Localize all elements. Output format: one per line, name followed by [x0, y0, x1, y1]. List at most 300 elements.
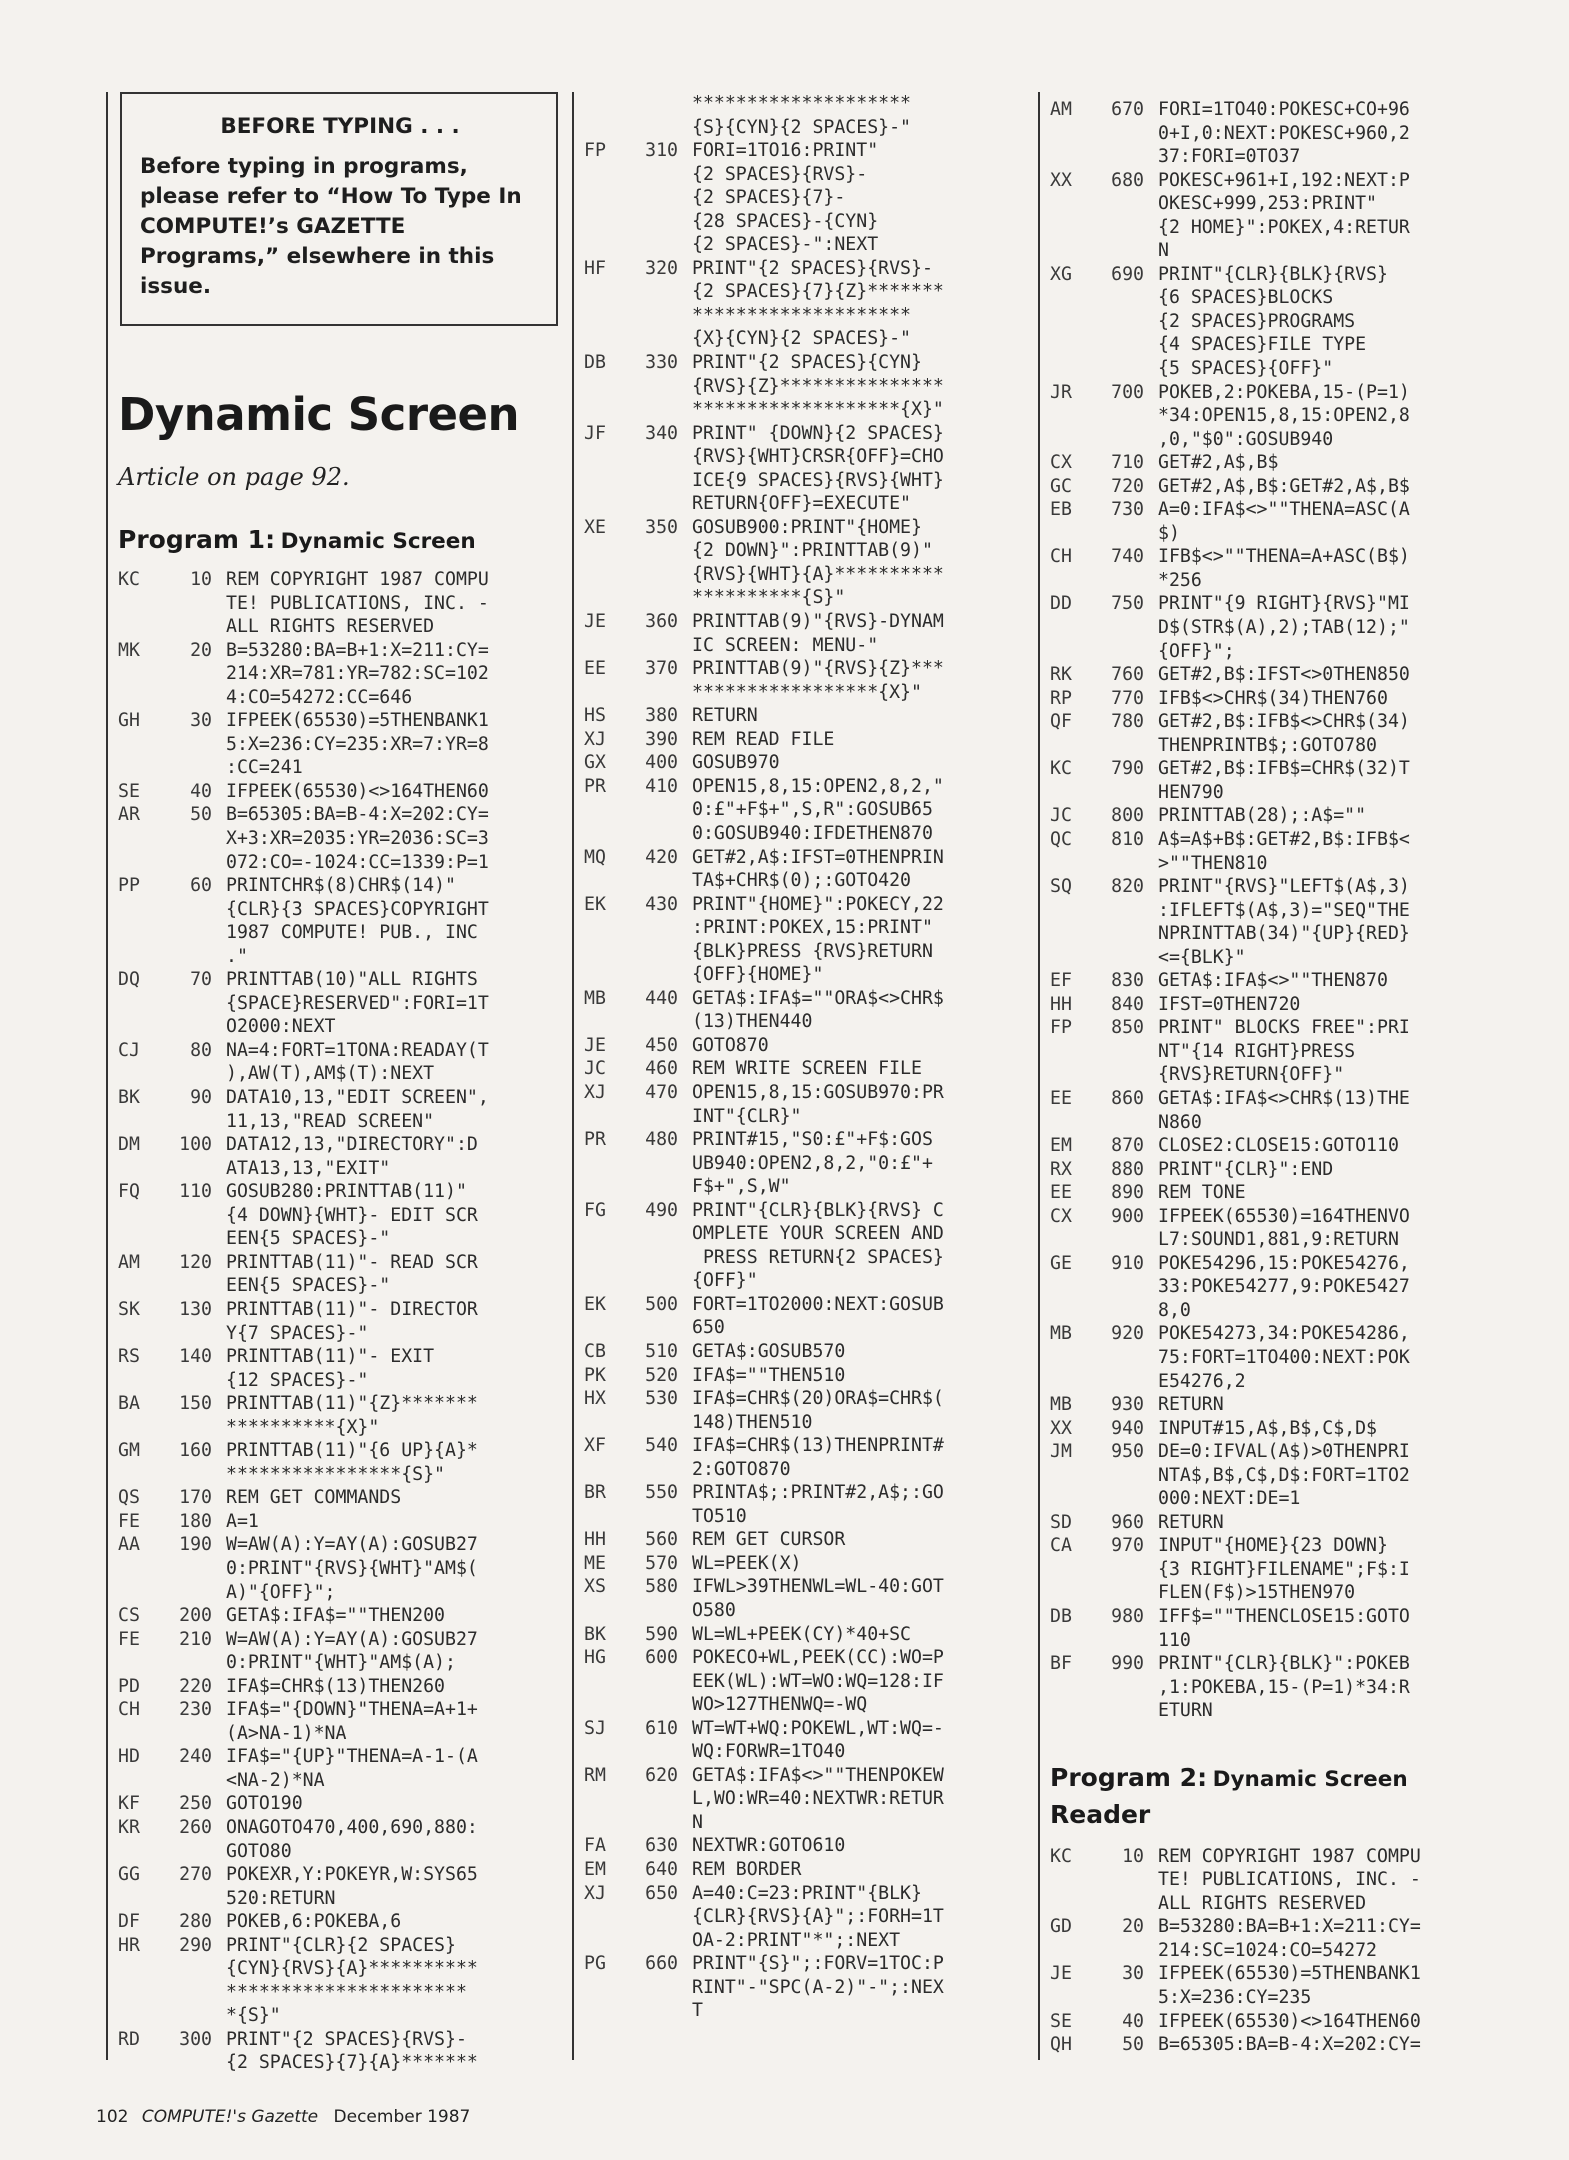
code-continuation: {2 DOWN}":PRINTTAB(9)" — [692, 540, 933, 562]
checksum: JE — [1050, 1963, 1072, 1985]
code-continuation: 0+I,0:NEXT:POKESC+960,2 — [1158, 122, 1410, 144]
code-line — [584, 1364, 1014, 1388]
column-3 — [1050, 98, 1480, 2057]
code-continuation: ALL RIGHTS RESERVED — [1158, 1892, 1367, 1914]
code-continuation: NTA$,B$,C$,D$:FORT=1TO2 — [1158, 1464, 1410, 1486]
line-number: 610 — [645, 1717, 678, 1739]
code-text: GETA$:GOSUB570 — [692, 1340, 846, 1362]
code-text: PRINT"{S}";:FORV=1TOC:P — [692, 1953, 944, 1975]
code-text: REM READ FILE — [692, 728, 835, 750]
code-text: INPUT"{HOME}{23 DOWN} — [1158, 1535, 1388, 1557]
code-text: A=0:IFA$<>""THENA=ASC(A — [1158, 499, 1410, 521]
line-number: 820 — [1111, 876, 1144, 898]
checksum: JC — [1050, 805, 1072, 827]
checksum: EE — [1050, 1087, 1072, 1109]
code-line — [1050, 1087, 1480, 1111]
checksum: BK — [584, 1623, 606, 1645]
page-number: 102 — [96, 2107, 129, 2127]
line-number: 220 — [179, 1675, 212, 1697]
line-number: 260 — [179, 1816, 212, 1838]
code-line — [1050, 969, 1480, 993]
checksum: HF — [584, 257, 606, 279]
checksum: JE — [584, 1034, 606, 1056]
line-number: 300 — [179, 2028, 212, 2050]
checksum: FE — [118, 1628, 140, 1650]
code-continuation: 8,0 — [1158, 1299, 1191, 1321]
checksum: SK — [118, 1298, 140, 1320]
code-continuation: {RVS}{WHT}CRSR{OFF}=CHO — [692, 446, 944, 468]
code-continuation: {2 SPACES}{7}- — [692, 187, 846, 209]
line-number: 930 — [1111, 1394, 1144, 1416]
code-text: RETURN — [1158, 1394, 1224, 1416]
line-number: 570 — [645, 1552, 678, 1574]
code-line — [584, 1340, 1014, 1364]
code-text: WL=WL+PEEK(CY)*40+SC — [692, 1623, 911, 1645]
checksum: EE — [584, 658, 606, 680]
code-text: GET#2,A$,B$:GET#2,A$,B$ — [1158, 475, 1410, 497]
code-continuation: 4:CO=54272:CC=646 — [226, 686, 413, 708]
code-continuation: N860 — [1158, 1111, 1202, 1133]
code-line — [1050, 1252, 1480, 1276]
code-line — [1050, 993, 1480, 1017]
code-line — [584, 704, 1014, 728]
code-continuation: *34:OPEN15,8,15:OPEN2,8 — [1158, 405, 1410, 427]
line-number: 910 — [1111, 1252, 1144, 1274]
line-number: 270 — [179, 1864, 212, 1886]
code-continuation: NPRINTTAB(34)"{UP}{RED} — [1158, 923, 1410, 945]
code-line — [1050, 1016, 1480, 1040]
code-line — [584, 1646, 1014, 1670]
code-continuation: *256 — [1158, 569, 1202, 591]
code-text: B=53280:BA=B+1:X=211:CY= — [226, 639, 489, 661]
code-text: IFB$<>""THENA=A+ASC(B$) — [1158, 546, 1410, 568]
code-text: PRINT" BLOCKS FREE":PRI — [1158, 1017, 1410, 1039]
code-text: IFA$=""THEN510 — [692, 1364, 846, 1386]
code-line — [584, 139, 1014, 163]
line-number: 50 — [190, 804, 212, 826]
checksum: ME — [584, 1552, 606, 1574]
code-continuation: **********{S}" — [692, 587, 846, 609]
code-text: PRINT" {DOWN}{2 SPACES} — [692, 422, 944, 444]
code-continuation: PRESS RETURN{2 SPACES} — [692, 1246, 944, 1268]
line-number: 740 — [1111, 546, 1144, 568]
checksum: KC — [1050, 758, 1072, 780]
checksum: CH — [118, 1699, 140, 1721]
code-continuation: ********************** — [226, 1981, 467, 2003]
code-line — [118, 1086, 558, 1110]
code-text: POKEB,6:POKEBA,6 — [226, 1911, 402, 1933]
code-continuation: 000:NEXT:DE=1 — [1158, 1488, 1301, 1510]
code-text: POKEB,2:POKEBA,15-(P=1) — [1158, 381, 1410, 403]
line-number: 870 — [1111, 1135, 1144, 1157]
code-text: IFPEEK(65530)<>164THEN60 — [226, 780, 489, 802]
code-text: DATA10,13,"EDIT SCREEN", — [226, 1087, 489, 1109]
checksum: MB — [1050, 1394, 1072, 1416]
checksum: MB — [1050, 1323, 1072, 1345]
line-number: 500 — [645, 1293, 678, 1315]
code-text: INPUT#15,A$,B$,C$,D$ — [1158, 1417, 1377, 1439]
line-number: 120 — [179, 1251, 212, 1273]
line-number: 20 — [190, 639, 212, 661]
code-text: PRINT"{CLR}{BLK}{RVS} — [1158, 263, 1388, 285]
line-number: 770 — [1111, 687, 1144, 709]
code-continuation: RETURN{OFF}=EXECUTE" — [692, 493, 911, 515]
code-line — [1050, 1605, 1480, 1629]
code-line — [584, 1575, 1014, 1599]
checksum: BR — [584, 1482, 606, 1504]
line-number: 460 — [645, 1058, 678, 1080]
code-text: PRINT"{CLR}{2 SPACES} — [226, 1934, 456, 1956]
checksum: RP — [1050, 687, 1072, 709]
checksum: SE — [1050, 2010, 1072, 2032]
line-number: 640 — [645, 1859, 678, 1881]
code-continuation: ." — [226, 945, 248, 967]
code-text: IFPEEK(65530)=5THENBANK1 — [1158, 1963, 1421, 1985]
line-number: 50 — [1122, 2034, 1144, 2056]
code-line — [118, 1345, 558, 1369]
code-line — [584, 1128, 1014, 1152]
code-continuation: ,0,"$0":GOSUB940 — [1158, 428, 1334, 450]
line-number: 20 — [1122, 1916, 1144, 1938]
checksum: RX — [1050, 1158, 1072, 1180]
program-2-title: Dynamic Screen — [1212, 1766, 1408, 1792]
line-number: 410 — [645, 775, 678, 797]
code-text: A=40:C=23:PRINT"{BLK} — [692, 1882, 922, 1904]
line-number: 10 — [190, 569, 212, 590]
checksum: DD — [1050, 593, 1072, 615]
code-text: NEXTWR:GOTO610 — [692, 1835, 846, 1857]
code-line — [1050, 1322, 1480, 1346]
code-text: GOTO870 — [692, 1034, 769, 1056]
column-rule — [1038, 92, 1040, 2060]
code-text: REM TONE — [1158, 1182, 1246, 1204]
checksum: PR — [584, 1129, 606, 1151]
checksum: XJ — [584, 1081, 606, 1103]
code-continuation: NT"{14 RIGHT}PRESS — [1158, 1040, 1356, 1062]
checksum: GC — [1050, 475, 1072, 497]
checksum: HH — [584, 1529, 606, 1551]
checksum: BF — [1050, 1653, 1072, 1675]
code-line — [1050, 1393, 1480, 1417]
code-continuation: OKESC+999,253:PRINT" — [1158, 193, 1377, 215]
code-continuation: TE! PUBLICATIONS, INC. - — [1158, 1869, 1421, 1891]
code-continuation: {OFF}{HOME}" — [692, 964, 824, 986]
code-continuation: 0:GOSUB940:IFDETHEN870 — [692, 822, 933, 844]
line-number: 550 — [645, 1482, 678, 1504]
checksum: KR — [118, 1816, 140, 1838]
checksum: BA — [118, 1393, 140, 1415]
code-continuation: {OFF}" — [692, 1270, 758, 1292]
code-line — [584, 1882, 1014, 1906]
checksum: QC — [1050, 828, 1072, 850]
code-line — [1050, 381, 1480, 405]
checksum: XS — [584, 1576, 606, 1598]
line-number: 60 — [190, 875, 212, 897]
code-line — [584, 1199, 1014, 1223]
checksum: CS — [118, 1605, 140, 1627]
code-text: PRINT#15,"S0:£"+F$:GOS — [692, 1129, 933, 1151]
code-text: IFA$="{DOWN}"THENA=A+1+ — [226, 1699, 478, 1721]
checksum: FP — [1050, 1017, 1072, 1039]
code-continuation: IC SCREEN: MENU-" — [692, 634, 879, 656]
line-number: 250 — [179, 1793, 212, 1815]
code-continuation: ICE{9 SPACES}{RVS}{WHT} — [692, 469, 944, 491]
line-number: 170 — [179, 1487, 212, 1509]
code-text: GET#2,A$:IFST=0THENPRIN — [692, 846, 944, 868]
code-text: FORT=1TO2000:NEXT:GOSUB — [692, 1293, 944, 1315]
line-number: 730 — [1111, 499, 1144, 521]
checksum: KF — [118, 1793, 140, 1815]
code-line — [118, 780, 558, 804]
code-line — [584, 657, 1014, 681]
line-number: 380 — [645, 705, 678, 727]
column-2 — [584, 92, 1014, 2023]
program-1-listing-part-2 — [584, 92, 1014, 2023]
code-line — [584, 1764, 1014, 1788]
code-text: PRINT"{2 SPACES}{RVS}- — [692, 257, 933, 279]
code-continuation: INT"{CLR}" — [692, 1105, 802, 1127]
code-text: GETA$:IFA$<>""THEN870 — [1158, 970, 1388, 992]
code-line — [1050, 1158, 1480, 1182]
line-number: 70 — [190, 969, 212, 991]
checksum: AR — [118, 804, 140, 826]
line-number: 890 — [1111, 1182, 1144, 1204]
checksum: GD — [1050, 1916, 1072, 1938]
code-line — [118, 1792, 558, 1816]
line-number: 100 — [179, 1134, 212, 1156]
checksum: XF — [584, 1435, 606, 1457]
code-line — [584, 893, 1014, 917]
program-1-heading — [118, 525, 558, 554]
code-text: IFPEEK(65530)=5THENBANK1 — [226, 710, 489, 732]
code-text: IFA$="{UP}"THENA=A-1-(A — [226, 1746, 478, 1768]
code-line — [118, 1863, 558, 1887]
code-continuation: TO510 — [692, 1505, 747, 1527]
code-continuation: 11,13,"READ SCREEN" — [226, 1110, 435, 1132]
code-text: POKESC+961+I,192:NEXT:P — [1158, 169, 1410, 191]
program-1-title: Dynamic Screen — [280, 529, 476, 554]
line-number: 240 — [179, 1746, 212, 1768]
code-line — [1050, 1440, 1480, 1464]
checksum: CB — [584, 1340, 606, 1362]
code-continuation: >""THEN810 — [1158, 852, 1268, 874]
code-text: GETA$:IFA$=""THEN200 — [226, 1605, 445, 1627]
code-line — [118, 1604, 558, 1628]
line-number: 10 — [1122, 1845, 1144, 1867]
code-text: GOSUB970 — [692, 752, 780, 774]
code-continuation: HEN790 — [1158, 781, 1224, 803]
checksum: FQ — [118, 1181, 140, 1203]
checksum: RS — [118, 1346, 140, 1368]
code-continuation: {4 SPACES}FILE TYPE — [1158, 334, 1367, 356]
code-continuation: :PRINT:POKEX,15:PRINT" — [692, 917, 933, 939]
code-text: POKEXR,Y:POKEYR,W:SYS65 — [226, 1864, 478, 1886]
line-number: 490 — [645, 1199, 678, 1221]
code-continuation: OA-2:PRINT"*";:NEXT — [692, 1929, 901, 1951]
checksum: XX — [1050, 169, 1072, 191]
code-text: IFWL>39THENWL=WL-40:GOT — [692, 1576, 944, 1598]
code-text: PRINT"{2 SPACES}{CYN} — [692, 352, 922, 374]
code-continuation: THENPRINTB$;:GOTO780 — [1158, 734, 1377, 756]
line-number: 980 — [1111, 1606, 1144, 1627]
code-continuation: ******************** — [692, 93, 911, 114]
code-continuation: 520:RETURN — [226, 1887, 336, 1909]
code-line — [1050, 1205, 1480, 1229]
code-text: IFF$=""THENCLOSE15:GOTO — [1158, 1606, 1410, 1627]
checksum: XJ — [584, 728, 606, 750]
code-continuation: {RVS}RETURN{OFF}" — [1158, 1064, 1345, 1086]
code-text: POKE54273,34:POKE54286, — [1158, 1323, 1410, 1345]
line-number: 30 — [1122, 1963, 1144, 1985]
line-number: 750 — [1111, 593, 1144, 615]
checksum: CX — [1050, 1205, 1072, 1227]
checksum: HD — [118, 1746, 140, 1768]
code-continuation: X+3:XR=2035:YR=2036:SC=3 — [226, 828, 489, 850]
code-line — [118, 1486, 558, 1510]
code-text: B=53280:BA=B+1:X=211:CY= — [1158, 1916, 1421, 1938]
code-line — [1050, 804, 1480, 828]
code-line — [118, 1510, 558, 1534]
code-continuation: 650 — [692, 1317, 725, 1339]
code-line — [584, 1081, 1014, 1105]
line-number: 280 — [179, 1911, 212, 1933]
line-number: 920 — [1111, 1323, 1144, 1345]
code-line — [118, 1910, 558, 1934]
line-number: 30 — [190, 710, 212, 732]
code-line — [584, 1834, 1014, 1858]
code-text: PRINT"{CLR}":END — [1158, 1158, 1334, 1180]
checksum: PR — [584, 775, 606, 797]
code-continuation: 0:PRINT"{RVS}{WHT}"AM$( — [226, 1557, 478, 1579]
code-text: A$=A$+B$:GET#2,B$:IFB$< — [1158, 828, 1410, 850]
checksum: EK — [584, 893, 606, 915]
line-number: 860 — [1111, 1087, 1144, 1109]
program-2-label: Program 2: — [1050, 1762, 1208, 1792]
code-continuation: (A>NA-1)*NA — [226, 1722, 347, 1744]
code-text: GOTO190 — [226, 1793, 303, 1815]
code-continuation: 072:CO=-1024:CC=1339:P=1 — [226, 851, 489, 873]
code-continuation: EEK(WL):WT=WO:WQ=128:IF — [692, 1670, 944, 1692]
code-continuation: T — [692, 2000, 703, 2022]
code-continuation: Y{7 SPACES}-" — [226, 1322, 369, 1344]
code-text: GETA$:IFA$<>""THENPOKEW — [692, 1764, 944, 1786]
line-number: 670 — [1111, 99, 1144, 120]
code-line — [118, 1392, 558, 1416]
code-text: PRINTCHR$(8)CHR$(14)" — [226, 875, 456, 897]
line-number: 510 — [645, 1340, 678, 1362]
checksum: AA — [118, 1534, 140, 1556]
line-number: 560 — [645, 1529, 678, 1551]
checksum: CJ — [118, 1039, 140, 1061]
code-line — [118, 874, 558, 898]
code-line — [118, 639, 558, 663]
code-line — [118, 1533, 558, 1557]
checksum: RK — [1050, 664, 1072, 686]
checksum: GM — [118, 1440, 140, 1462]
code-line — [1050, 1962, 1480, 1986]
line-number: 700 — [1111, 381, 1144, 403]
checksum: GX — [584, 752, 606, 774]
code-line — [1050, 663, 1480, 687]
line-number: 480 — [645, 1129, 678, 1151]
code-continuation: 1987 COMPUTE! PUB., INC — [226, 922, 478, 944]
program-2-title-line-2: Reader — [1050, 1799, 1151, 1829]
line-number: 540 — [645, 1435, 678, 1457]
code-continuation: 0:PRINT"{WHT}"AM$(A); — [226, 1652, 456, 1674]
code-line — [1050, 687, 1480, 711]
line-number: 400 — [645, 752, 678, 774]
code-text: PRINTTAB(11)"- READ SCR — [226, 1251, 478, 1273]
code-text: GOSUB280:PRINTTAB(11)" — [226, 1181, 467, 1203]
checksum: SQ — [1050, 876, 1072, 898]
code-continuation: 37:FORI=0TO37 — [1158, 146, 1301, 168]
checksum: HS — [584, 705, 606, 727]
code-text: PRINTTAB(9)"{RVS}{Z}*** — [692, 658, 944, 680]
code-text: A=1 — [226, 1510, 259, 1532]
checksum: EE — [1050, 1182, 1072, 1204]
code-continuation: {12 SPACES}-" — [226, 1369, 369, 1391]
checksum: EB — [1050, 499, 1072, 521]
code-line — [584, 1528, 1014, 1552]
code-text: GET#2,B$:IFB$=CHR$(32)T — [1158, 758, 1410, 780]
code-continuation: ALL RIGHTS RESERVED — [226, 616, 435, 638]
code-text: REM GET CURSOR — [692, 1529, 846, 1551]
code-text: IFA$=CHR$(20)ORA$=CHR$( — [692, 1388, 944, 1410]
line-number: 990 — [1111, 1653, 1144, 1675]
code-continuation: EEN{5 SPACES}-" — [226, 1228, 391, 1250]
code-text: REM WRITE SCREEN FILE — [692, 1058, 922, 1080]
line-number: 190 — [179, 1534, 212, 1556]
code-line — [584, 987, 1014, 1011]
code-text: PRINTTAB(10)"ALL RIGHTS — [226, 969, 478, 991]
line-number: 790 — [1111, 758, 1144, 780]
line-number: 680 — [1111, 169, 1144, 191]
line-number: 660 — [645, 1953, 678, 1975]
line-number: 200 — [179, 1605, 212, 1627]
code-text: ONAGOTO470,400,690,880: — [226, 1816, 478, 1838]
code-continuation: {2 SPACES}{7}{A}******* — [226, 2052, 478, 2074]
code-text: PRINTTAB(11)"{6 UP}{A}* — [226, 1440, 478, 1462]
code-line — [1050, 1915, 1480, 1939]
code-line — [584, 728, 1014, 752]
before-typing-box — [120, 92, 558, 326]
column-rule — [572, 92, 574, 2060]
code-line — [1050, 545, 1480, 569]
line-number: 720 — [1111, 475, 1144, 497]
line-number: 760 — [1111, 664, 1144, 686]
code-continuation: {2 SPACES}{RVS}- — [692, 163, 868, 185]
checksum: HR — [118, 1934, 140, 1956]
checksum: DB — [584, 352, 606, 374]
line-number: 40 — [1122, 2010, 1144, 2032]
checksum: PP — [118, 875, 140, 897]
line-number: 590 — [645, 1623, 678, 1645]
code-line — [584, 1952, 1014, 1976]
program-2-listing — [1050, 1845, 1480, 2057]
article-title: Dynamic Screen — [118, 388, 520, 441]
code-line — [1050, 592, 1480, 616]
code-text: CLOSE2:CLOSE15:GOTO110 — [1158, 1135, 1399, 1157]
checksum: DB — [1050, 1606, 1072, 1627]
checksum: MK — [118, 639, 140, 661]
code-continuation: WO>127THENWQ=-WQ — [692, 1694, 868, 1716]
code-line — [584, 1552, 1014, 1576]
code-text: GET#2,B$:IFB$<>CHR$(34) — [1158, 711, 1410, 733]
line-number: 800 — [1111, 805, 1144, 827]
line-number: 650 — [645, 1882, 678, 1904]
code-line — [584, 1387, 1014, 1411]
code-line — [584, 257, 1014, 281]
